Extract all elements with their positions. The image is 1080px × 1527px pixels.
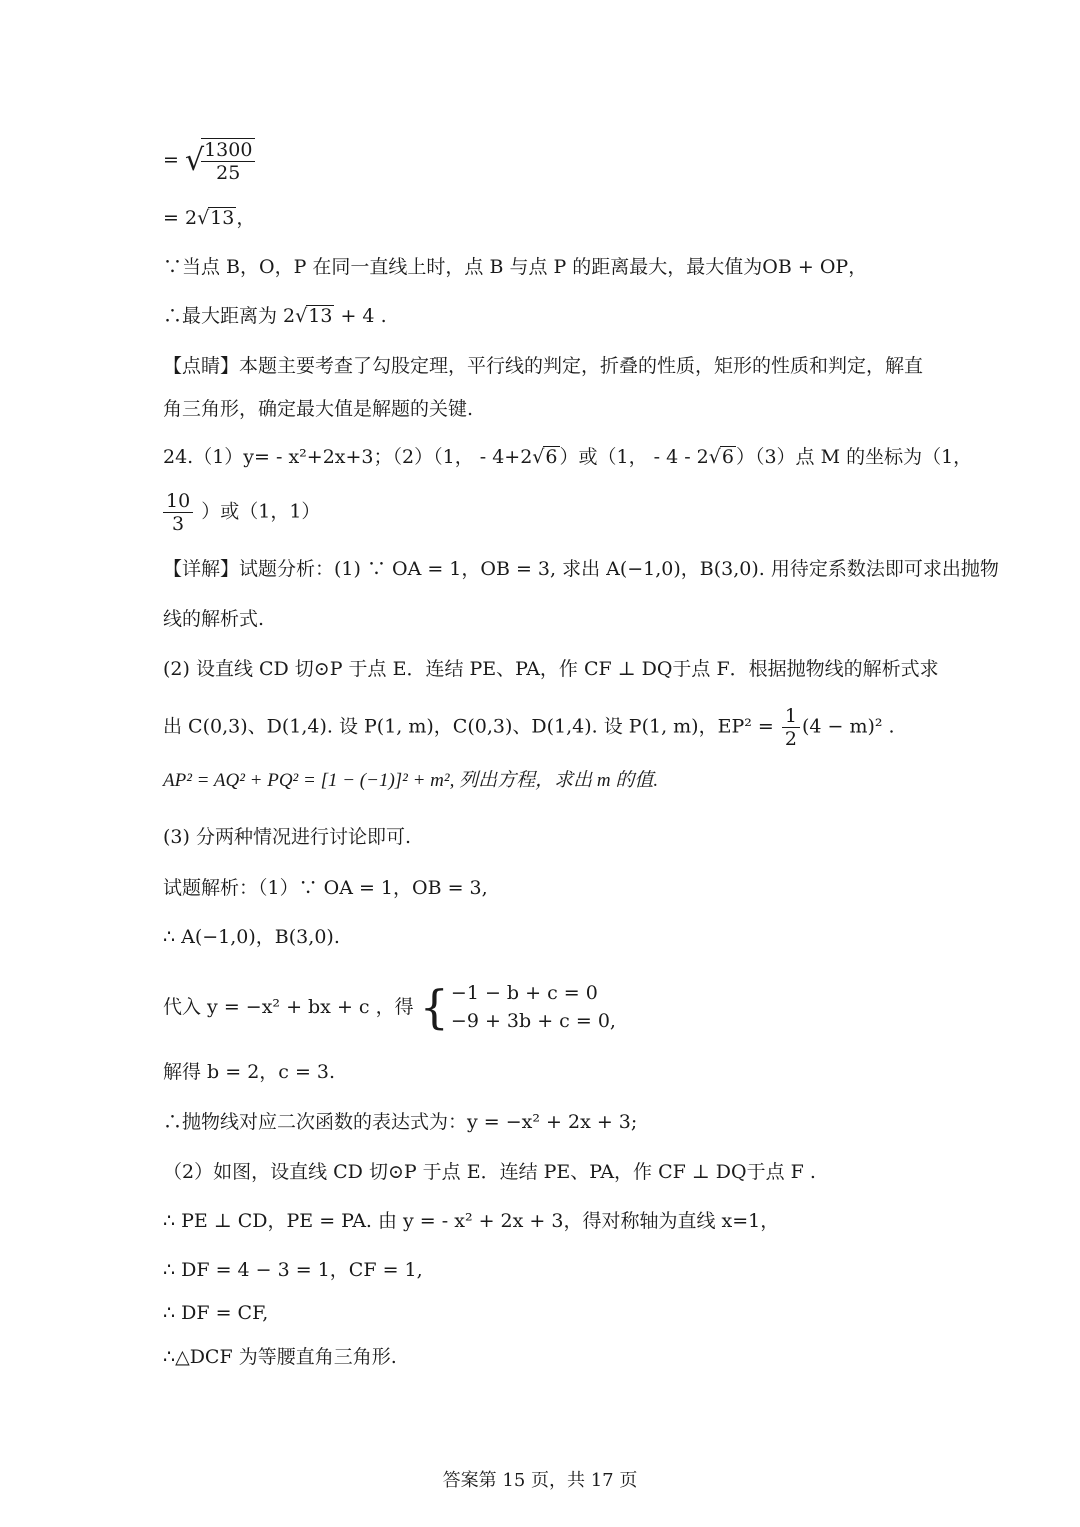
numerator: 1 bbox=[782, 705, 800, 728]
numerator: 1300 bbox=[201, 139, 255, 162]
line-12 bbox=[163, 705, 923, 750]
line-19: ∴抛物线对应二次函数的表达式为：y = −x² + 2x + 3; bbox=[163, 1111, 638, 1133]
fraction bbox=[163, 490, 193, 535]
text: 代入 y = −x² + bx + c ，得 bbox=[163, 996, 414, 1018]
line-answer-24: 24.（1）y= - x²+2x+3；（2）（1， - 4+2√6 ）或（1， - 4 - 2√6 ）（3）点 M 的坐标为（1， bbox=[163, 446, 973, 468]
radicand: 6 bbox=[545, 446, 558, 468]
line-3: ∵当点 B，O，P 在同一直线上时，点 B 与点 P 的距离最大，最大值为OB + OP， bbox=[163, 256, 868, 278]
line-fraction-answer bbox=[163, 490, 923, 535]
line-11: (2) 设直线 CD 切⊙P 于点 E．连结 PE、PA，作 CF ⊥ DQ于点 F．根据抛物线的解析式求 bbox=[163, 658, 939, 680]
line-13: AP² = AQ² + PQ² = [1 − (−1)]² + m², 列出方程，求出 m 的值. bbox=[163, 770, 659, 791]
line-21: ∴ PE ⊥ CD，PE = PA. 由 y = - x² + 2x + 3，得对称轴为直线 x=1， bbox=[163, 1210, 780, 1232]
text: ）（3）点 M 的坐标为（1， bbox=[735, 446, 973, 468]
line-23: ∴ DF = CF, bbox=[163, 1302, 269, 1324]
line-10: 线的解析式. bbox=[163, 608, 265, 630]
fraction bbox=[201, 138, 255, 184]
denominator: 2 bbox=[784, 728, 797, 750]
text: ∴最大距离为 2 bbox=[163, 305, 296, 327]
text: ）或（1，1） bbox=[201, 500, 321, 523]
fraction bbox=[782, 705, 800, 750]
line-15: 试题解析：（1）∵ OA = 1，OB = 3, bbox=[163, 877, 488, 899]
line-sqrt-fraction: = √ $\frac{1300}{25}$ bbox=[163, 138, 923, 184]
text: + 4 . bbox=[334, 305, 387, 327]
text: = 2 bbox=[163, 207, 198, 229]
line-24: ∴△DCF 为等腰直角三角形. bbox=[163, 1346, 397, 1368]
line-6: 角三角形，确定最大值是解题的关键. bbox=[163, 398, 474, 420]
line-5: 【点睛】本题主要考查了勾股定理，平行线的判定，折叠的性质，矩形的性质和判定，解直 bbox=[163, 355, 924, 377]
text: 24.（1）y= - x²+2x+3；（2）（1， - 4+2 bbox=[163, 446, 533, 468]
radicand: 13 bbox=[210, 207, 235, 229]
radicand: 6 bbox=[721, 446, 734, 468]
denominator: 25 bbox=[216, 162, 241, 184]
line-14: (3) 分两种情况进行讨论即可. bbox=[163, 826, 411, 848]
text: ）或（1， - 4 - 2 bbox=[559, 446, 709, 468]
line-system bbox=[163, 979, 923, 1035]
line-22: ∴ DF = 4 − 3 = 1，CF = 1, bbox=[163, 1259, 423, 1281]
equation: −1 − b + c = 0 bbox=[450, 982, 598, 1004]
page-footer: 答案第 15 页，共 17 页 bbox=[442, 1470, 638, 1491]
equation: −9 + 3b + c = 0, bbox=[450, 1010, 616, 1032]
text: (4 − m)² . bbox=[801, 715, 895, 738]
radicand: 13 bbox=[308, 305, 333, 327]
line-result: = 2√13 ， bbox=[163, 207, 256, 229]
line-max-distance: ∴最大距离为 2√13 + 4 . bbox=[163, 305, 387, 327]
line-18: 解得 b = 2，c = 3. bbox=[163, 1061, 336, 1083]
equation-system: { −1 − b + c = 0 −9 + 3b + c = 0, bbox=[419, 980, 616, 1034]
equals-sign: = bbox=[163, 149, 179, 171]
text: ， bbox=[236, 207, 256, 229]
line-9: 【详解】试题分析：(1) ∵ OA = 1，OB = 3, 求出 A(−1,0)，B(3,0). 用待定系数法即可求出抛物 bbox=[163, 558, 999, 580]
line-20: （2）如图，设直线 CD 切⊙P 于点 E．连结 PE、PA，作 CF ⊥ DQ于点 F . bbox=[163, 1161, 816, 1183]
numerator: 10 bbox=[163, 490, 193, 513]
text: 出 C(0,3)、D(1,4). 设 P(1, m)，C(0,3)、D(1,4). 设 P(1, m)，EP² = bbox=[163, 715, 780, 738]
denominator: 3 bbox=[172, 513, 185, 535]
line-16: ∴ A(−1,0)，B(3,0). bbox=[163, 926, 340, 948]
